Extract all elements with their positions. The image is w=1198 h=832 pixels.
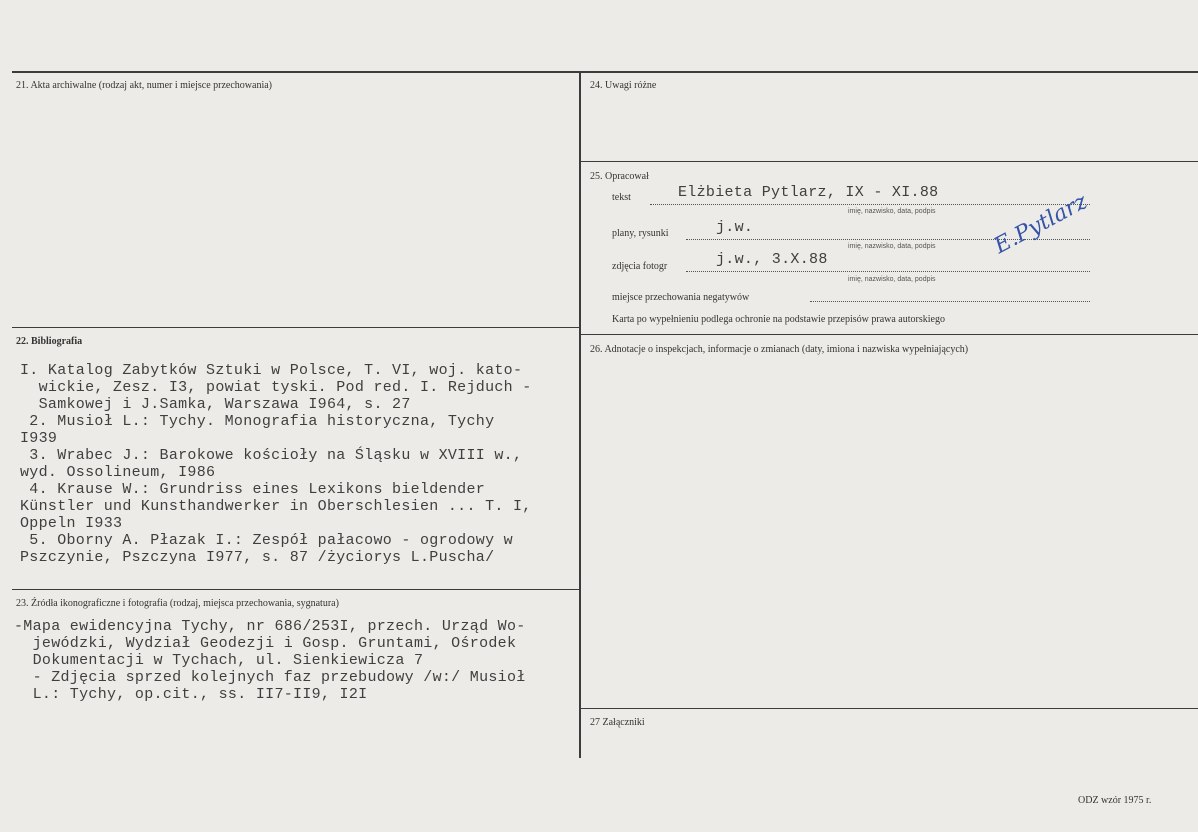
- typed-line: Dokumentacji w Tychach, ul. Sienkiewicza 7: [14, 652, 424, 669]
- section-24-title: Uwagi różne: [605, 80, 657, 91]
- center-divider: [579, 72, 581, 758]
- typed-line: 3. Wrabec J.: Barokowe kościoły na Śląsku w XVIII w.,: [20, 447, 523, 464]
- zdjecia-line: [686, 271, 1090, 272]
- typed-line: wyd. Ossolineum, I986: [20, 464, 216, 481]
- section-21-number: 21.: [16, 80, 29, 91]
- typed-line: 2. Musioł L.: Tychy. Monografia historyczna, Tychy: [20, 413, 495, 430]
- section-22-header: [16, 336, 82, 347]
- section-21-title: Akta archiwalne (rodzaj akt, numer i miejsce przechowania): [30, 80, 273, 91]
- plany-value: j.w.: [716, 219, 754, 236]
- plany-caption: imię, nazwisko, data, podpis: [848, 243, 936, 250]
- section-25-header: [590, 171, 649, 182]
- copyright-note: Karta po wypełnieniu podlega ochronie na podstawie przepisów prawa autorskiego: [612, 314, 945, 325]
- rule-24-25: [581, 161, 1198, 162]
- tekst-label: tekst: [612, 192, 631, 203]
- typed-line: wickie, Zesz. I3, powiat tyski. Pod red. I. Rejduch -: [20, 379, 532, 396]
- section-23-title: Źródła ikonograficzne i fotografia (rodzaj, miejsca przechowania, sygnatura): [31, 598, 339, 609]
- typed-line: I. Katalog Zabytków Sztuki w Polsce, T. VI, woj. kato-: [20, 362, 523, 379]
- rule-26-27: [581, 708, 1198, 709]
- tekst-value: Elżbieta Pytlarz, IX - XI.88: [678, 184, 939, 201]
- typed-line: L.: Tychy, op.cit., ss. II7-II9, I2I: [14, 686, 368, 703]
- section-23-header: [16, 598, 339, 609]
- rule-25-26: [581, 334, 1198, 335]
- section-27-header: [590, 717, 645, 728]
- zdjecia-caption: imię, nazwisko, data, podpis: [848, 276, 936, 283]
- section-22-title: Bibliografia: [31, 336, 83, 347]
- section-22-number: 22.: [16, 336, 29, 347]
- typed-line: 4. Krause W.: Grundriss eines Lexikons bieldender: [20, 481, 486, 498]
- tekst-line: [650, 204, 1090, 205]
- tekst-caption: imię, nazwisko, data, podpis: [848, 208, 936, 215]
- typed-line: - Zdjęcia sprzed kolejnych faz przebudowy /w:/ Musioł: [14, 669, 526, 686]
- form-footer: ODZ wzór 1975 r.: [1078, 795, 1152, 806]
- typed-line: I939: [20, 430, 58, 447]
- section-27-number: 27: [590, 717, 600, 728]
- typed-line: 5. Oborny A. Płazak I.: Zespół pałacowo - ogrodowy w: [20, 532, 513, 549]
- rule-22-23: [12, 589, 579, 590]
- section-26-header: [590, 344, 968, 355]
- top-rule: [12, 71, 1198, 73]
- section-24-header: [590, 80, 656, 91]
- handwritten-signature: E.Pytlarz: [990, 189, 1092, 259]
- zdjecia-label: zdjęcia fotogr: [612, 261, 668, 272]
- section-26-number: 26.: [590, 344, 603, 355]
- typed-line: Pszczynie, Pszczyna I977, s. 87 /życiorys L.Puscha/: [20, 549, 495, 566]
- section-23-number: 23.: [16, 598, 29, 609]
- negatywy-line: [810, 301, 1090, 302]
- plany-label: plany, rysunki: [612, 228, 669, 239]
- negatywy-label: miejsce przechowania negatywów: [612, 292, 750, 303]
- section-25-title: Opracował: [605, 171, 649, 182]
- typed-line: Künstler und Kunsthandwerker in Oberschlesien ... T. I,: [20, 498, 532, 515]
- rule-21-22: [12, 327, 579, 328]
- typed-line: Oppeln I933: [20, 515, 123, 532]
- section-27-title: Załączniki: [602, 717, 645, 728]
- typed-line: -Mapa ewidencyjna Tychy, nr 686/253I, przech. Urząd Wo-: [14, 618, 526, 635]
- section-25-number: 25.: [590, 171, 603, 182]
- section-24-number: 24.: [590, 80, 603, 91]
- section-26-title: Adnotacje o inspekcjach, informacje o zmianach (daty, imiona i nazwiska wypełniających): [604, 344, 969, 355]
- typed-line: jewódzki, Wydział Geodezji i Gosp. Gruntami, Ośrodek: [14, 635, 517, 652]
- zdjecia-value: j.w., 3.X.88: [716, 251, 828, 268]
- typed-line: Samkowej i J.Samka, Warszawa I964, s. 27: [20, 396, 411, 413]
- section-21-header: [16, 80, 272, 91]
